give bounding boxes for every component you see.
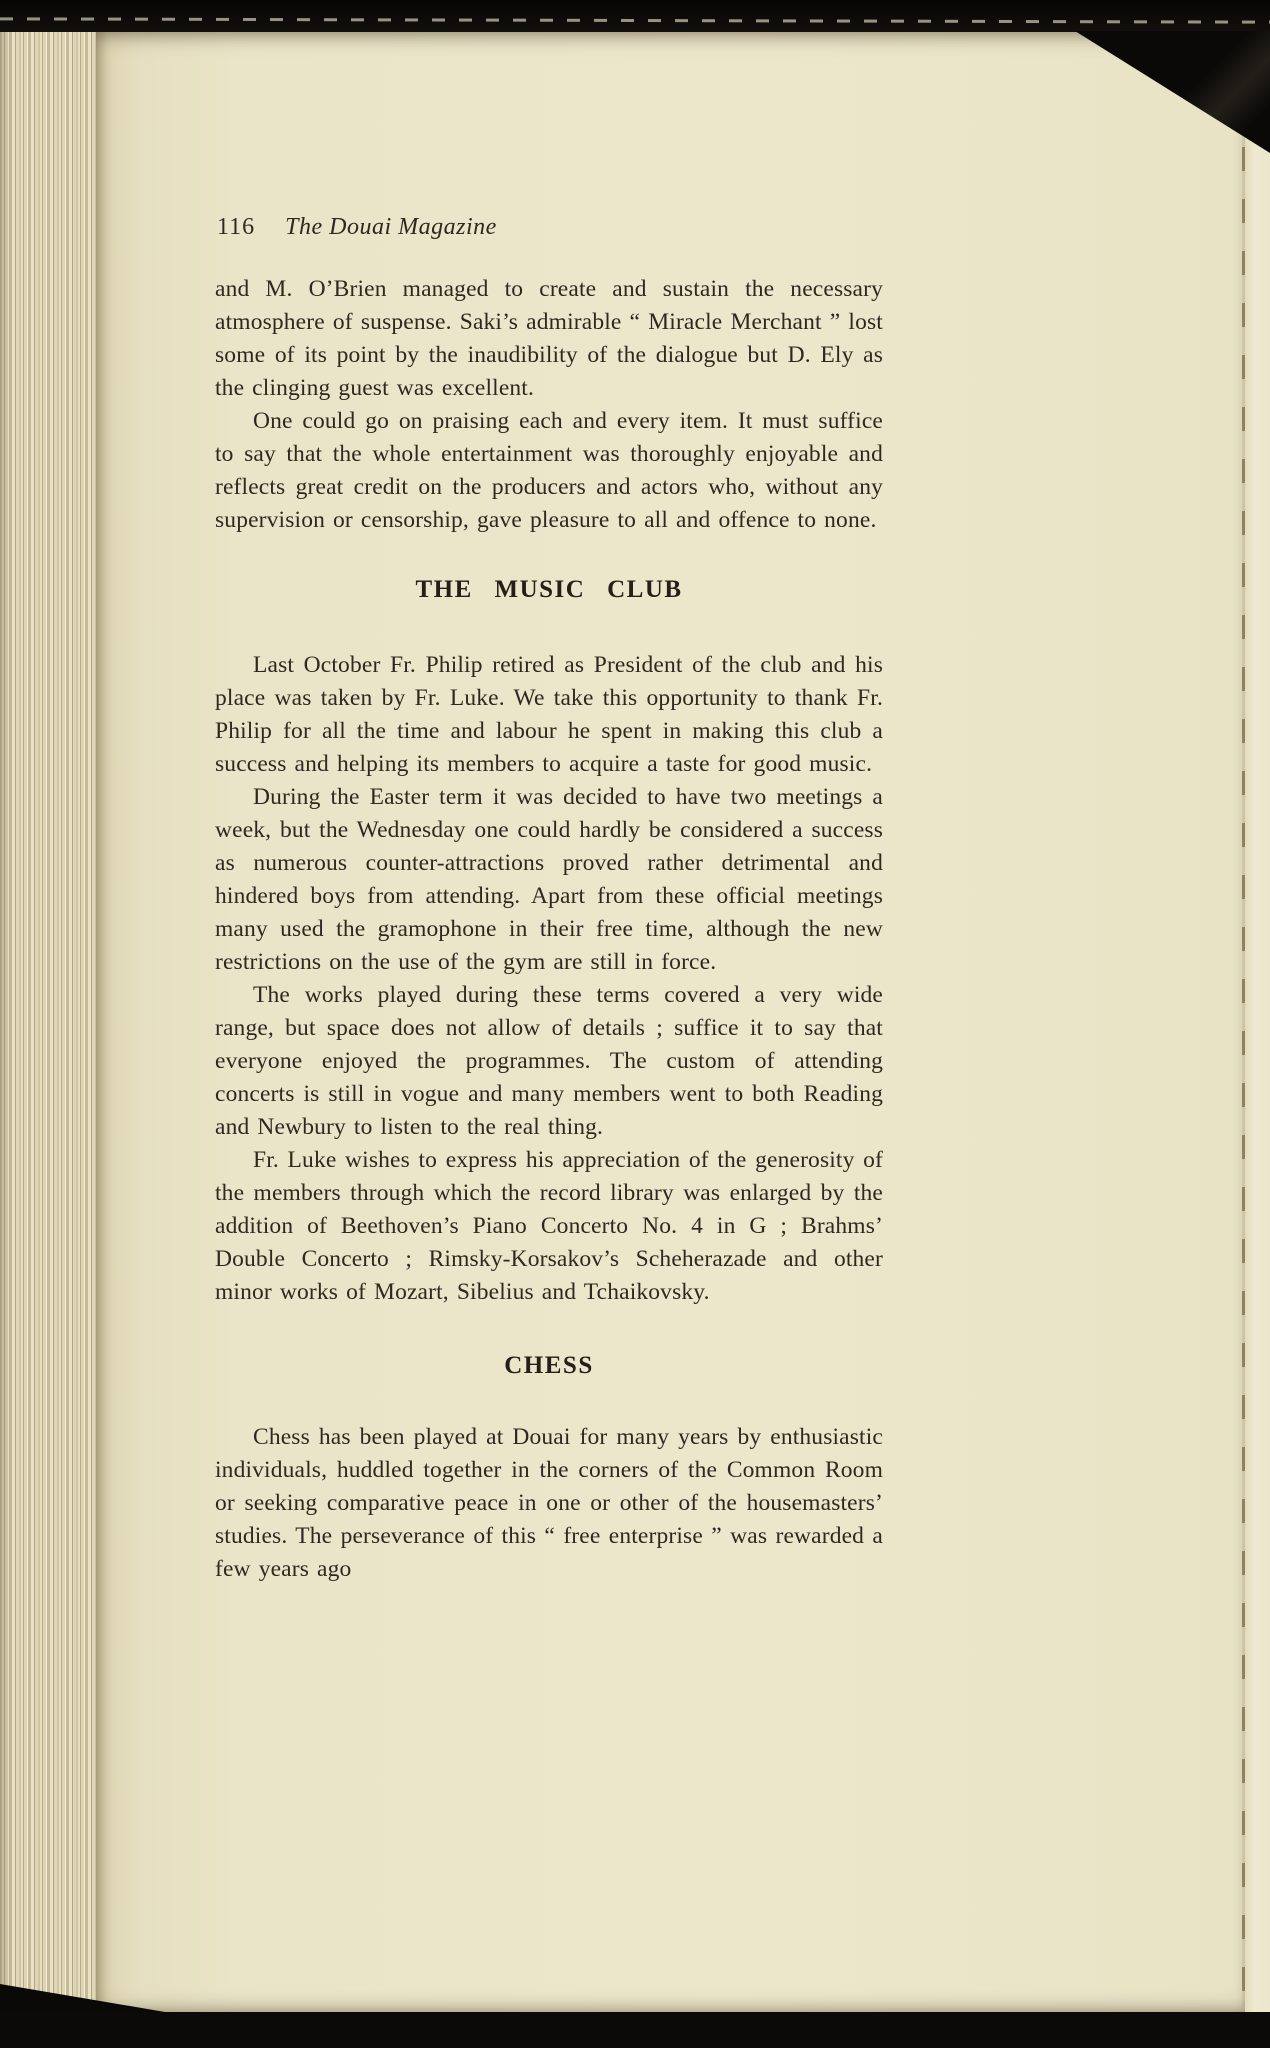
running-header [217, 214, 883, 241]
paragraph-fr-philip-retired: Last October Fr. Philip retired as President of the club and his place was taken by Fr. Luke. We take this opportunity to thank Fr. Philip for all the time and labour he spent in making this club a success and helping its members to acquire a taste for good music. [215, 652, 883, 777]
paragraph-record-library: Fr. Luke wishes to express his appreciation of the generosity of the members through which the record library was enlarged by the addition of Beethoven’s Piano Concerto No. 4 in G ; Brahms’ Double Concerto ; Rimsky-Korsakov’s Scheherazade and other minor works of Mozart, Sibelius and Tchaikovsky. [215, 1147, 883, 1305]
section-heading-music-club: THE MUSIC CLUB [415, 576, 683, 603]
gutter-crease [1242, 95, 1245, 2006]
book-cover-top-edge [0, 0, 1270, 32]
section-heading-chess: CHESS [504, 1352, 594, 1379]
cover-stitching-top [0, 17, 1270, 23]
paragraph-easter-term-meetings: During the Easter term it was decided to have two meetings a week, but the Wednesday one could hardly be considered a success as numerous counter-attractions proved rather detrimental and hindered boys from attending. Apart from these official meetings many used the gramophone in their free time, although the new restrictions on the use of the gym are still in force. [215, 784, 883, 975]
page-stack-left-edge [0, 32, 96, 2012]
page-number: 116 [217, 214, 256, 240]
facing-page-edge [1245, 32, 1270, 2012]
paragraph-praising-items: One could go on praising each and every item. It must suffice to say that the whole entertainment was thoroughly enjoyable and reflects great credit on the producers and actors who, without any supervision or censorship, gave pleasure to all and offence to none. [215, 408, 883, 533]
paragraph-chess-history: Chess has been played at Douai for many years by enthusiastic individuals, huddled together in the corners of the Common Room or seeking comparative peace in one or other of the housemasters’ studies. The perseverance of this “ free enterprise ” was rewarded a few years ago [215, 1424, 883, 1582]
text-column [215, 214, 883, 1586]
paragraph-works-played: The works played during these terms covered a very wide range, but space does not allow of details ; suffice it to say that everyone enjoyed the programmes. The custom of attending concerts is still in vogue and many members went to both Reading and Newbury to listen to the real thing. [215, 982, 883, 1140]
paragraph-obrien-continuation: and M. O’Brien managed to create and sustain the necessary atmosphere of suspense. Saki’s admirable “ Miracle Merchant ” lost some of its point by the inaudibility of the dialogue but D. Ely as the clinging guest was excellent. [215, 276, 883, 401]
journal-title: The Douai Magazine [285, 214, 497, 240]
